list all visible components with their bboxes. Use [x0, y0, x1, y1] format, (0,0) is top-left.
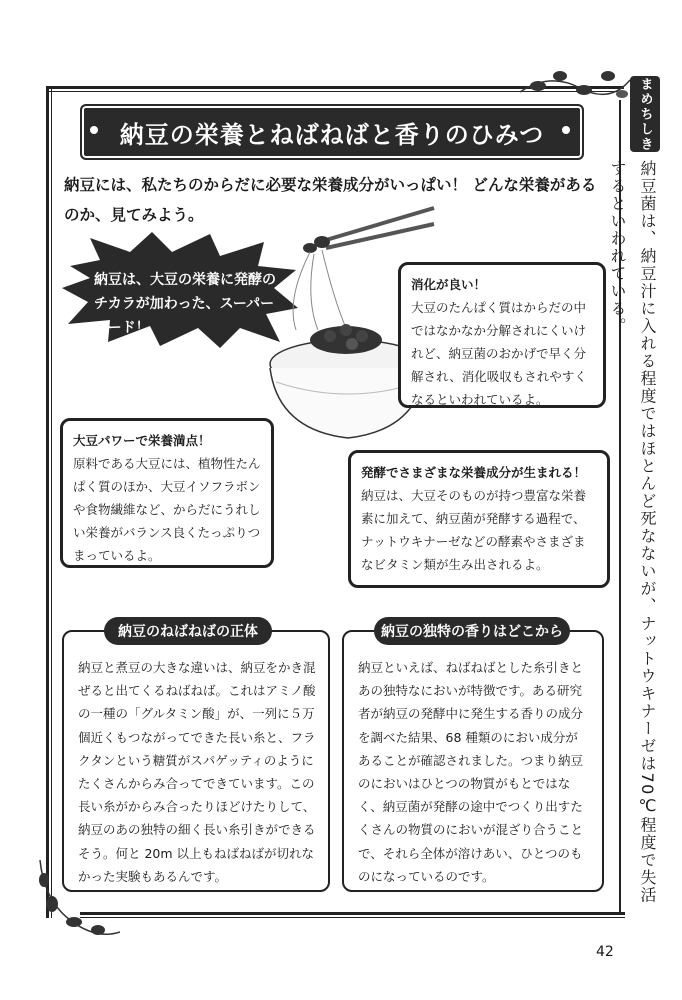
- bubble-fermentation-heading: 発酵でさまざまな栄養成分が生まれる！: [361, 465, 587, 480]
- title-dot-left: [90, 126, 98, 134]
- aroma-info-box: [342, 630, 604, 892]
- bubble-fermentation-body: 納豆は、大豆そのものが持つ豊富な栄養素に加えて、納豆菌が発酵する過程で、ナットウキナーゼなどの酵素やさまざまなビタミン類が生み出されるよ。: [361, 488, 587, 572]
- bubble-soy-power-body: 原料である大豆には、植物性たんぱく質のほか、大豆イソフラボンや食物繊維など、からだにうれしい栄養がバランス良くたっぷりつまっているよ。: [73, 456, 261, 563]
- trivia-tab: まめちしき: [630, 76, 660, 152]
- frame-bottom-rule: [80, 912, 625, 915]
- page-title-banner: [80, 104, 584, 160]
- aroma-info-body: 納豆といえば、ねばねばとした糸引きとあの独特なにおいが特徴です。ある研究者が納豆の発酵中に発生する香りの成分を調べた結果、68 種類のにおい成分があることが確認されました。つまり納豆のにおいはひとつの物質がもとではなく、納豆菌が発酵の途中でつくり出すたくさんの物質のにおいが混ざり合うことで、それら全体が溶けあい、ひとつのものになっているのです。: [358, 660, 584, 884]
- aroma-info-tag: 納豆の独特の香りはどこから: [374, 617, 570, 645]
- burst-callout-text: 納豆は、大豆の栄養に発酵のチカラが加わった、スーパーフード！: [94, 272, 276, 336]
- bubble-fermentation: [348, 450, 610, 588]
- frame-left-rule: [46, 86, 49, 918]
- sticky-info-tag: 納豆のねばねばの正体: [104, 617, 272, 645]
- sticky-info-body: 納豆と煮豆の大きな違いは、納豆をかき混ぜると出てくるねばねば。これはアミノ酸の一種の「グルタミン酸」が、一列に５万個近くもつながってできた長い糸と、フラクタンという糖質がスパゲッティのようにたくさんからみ合ってできています。この長い糸がからみ合ったりほどけたりして、納豆のあの独特の細く長い糸引きができるそう。何と 20m 以上もねばねばが切れなかった実験もあるんです。: [78, 660, 316, 884]
- bubble-digestion: [398, 262, 606, 408]
- bubble-digestion-body: 大豆のたんぱく質はからだの中ではなかなか分解されにくいけれど、納豆菌のおかげで早く分解され、消化吸収もされやすくなるといわれているよ。: [411, 300, 587, 407]
- sticky-info-box: [62, 630, 330, 892]
- page-title: 納豆の栄養とねばねばと香りのひみつ: [119, 120, 545, 149]
- trivia-text: 納豆菌は、納豆汁に入れる程度ではほとんど死なないが、ナットウキナーゼは70℃程度で失活するといわれている。: [608, 160, 657, 904]
- intro-text: 納豆には、私たちのからだに必要な栄養成分がいっぱい！ どんな栄養があるのか、見てみよう。: [64, 176, 597, 224]
- frame-bottom-rule-thin: [80, 917, 625, 918]
- page-number: 42: [596, 944, 614, 960]
- bubble-soy-power: [60, 418, 274, 568]
- bean-vine-decoration-top: [520, 62, 630, 108]
- title-dot-right: [562, 126, 570, 134]
- frame-left-rule-thin: [51, 86, 52, 918]
- bubble-digestion-heading: 消化が良い！: [411, 277, 487, 292]
- bubble-soy-power-heading: 大豆パワーで栄養満点！: [73, 433, 211, 448]
